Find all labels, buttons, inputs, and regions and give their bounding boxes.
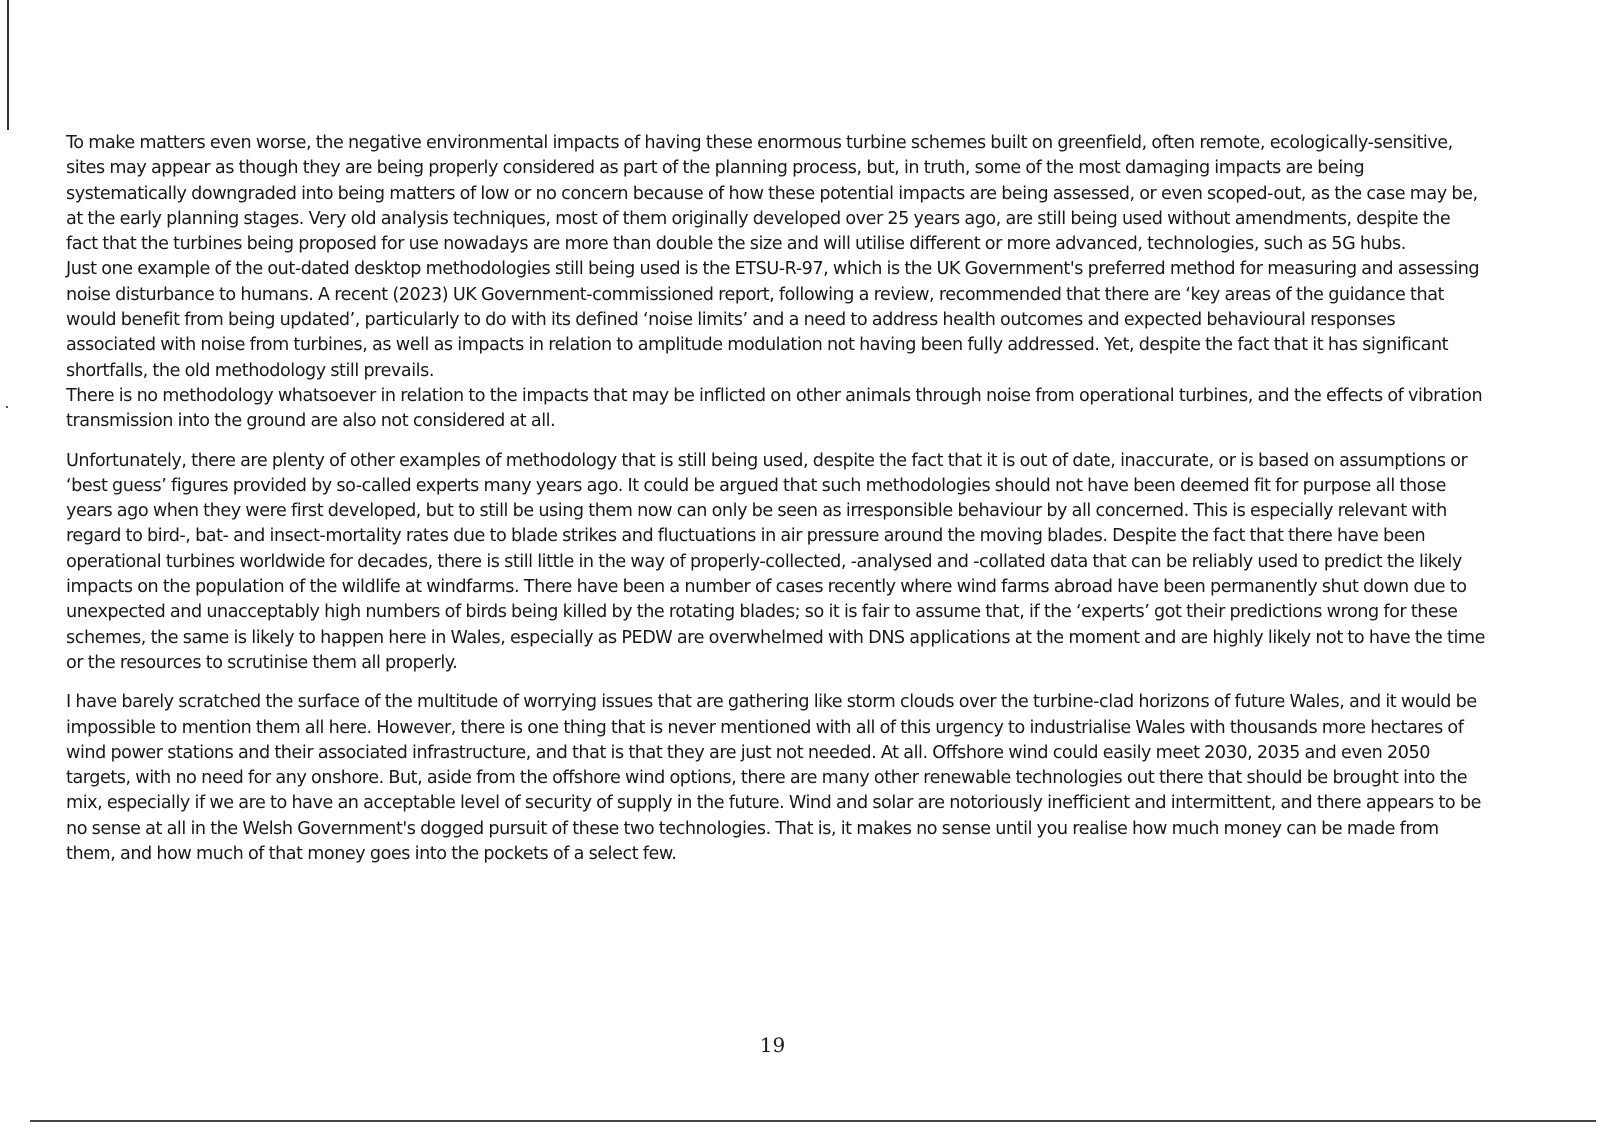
margin-mark (6, 406, 8, 408)
document-body (66, 131, 1486, 867)
paragraph-conclusion: I have barely scratched the surface of the multitude of worrying issues that are gathering like storm clouds over the turbine-clad horizons of future Wales, and it would be impossible to mention them all here. However, there is one thing that is never mentioned with all of this urgency to industrialise Wales with thousands more hectares of wind power stations and their associated infrastructure, and that is that they are just not needed. At all. Offshore wind could easily meet 2030, 2035 and even 2050 targets, with no need for any onshore. But, aside from the offshore wind options, there are many other renewable technologies out there that should be brought into the mix, especially if we are to have an acceptable level of security of supply in the future. Wind and solar are notoriously inefficient and intermittent, and there appears to be no sense at all in the Welsh Government's dogged pursuit of these two technologies. That is, it makes no sense until you realise how much money can be made from them, and how much of that money goes into the pockets of a select few. (66, 692, 1481, 865)
paragraph-gap (66, 676, 1486, 690)
paragraph-environmental-impacts: To make matters even worse, the negative environmental impacts of having these enormous turbine schemes built on greenfield, often remote, ecologically-sensitive, sites may appear as though they are being properly considered as part of the planning process, but, in truth, some of the most damaging impacts are being systematically downgraded into being matters of low or no concern because of how these potential impacts are being assessed, or even scoped-out, as the case may be, at the early planning stages. Very old analysis techniques, most of them originally developed over 25 years ago, are still being used without amendments, despite the fact that the turbines being proposed for use nowadays are more than double the size and will utilise different or more advanced, technologies, such as 5G hubs. (66, 133, 1478, 255)
paragraph-no-methodology: There is no methodology whatsoever in relation to the impacts that may be inflicted on other animals through noise from operational turbines, and the effects of vibration transmission into the ground are also not considered at all. (66, 385, 1483, 432)
page-number: 19 (759, 1033, 786, 1057)
paragraph-outdated-methodology: Unfortunately, there are plenty of other examples of methodology that is still being used, despite the fact that it is out of date, inaccurate, or is based on assumptions or ‘best guess’ figures provided by so-called experts many years ago. It could be argued that such methodologies should not have been deemed fit for purpose all those years ago when they were first developed, but to still be using them now can only be seen as irresponsible behaviour by all concerned. This is especially relevant with regard to bird-, bat- and insect-mortality rates due to blade strikes and fluctuations in air pressure around the moving blades. Despite the fact that there have been operational turbines worldwide for decades, there is still little in the way of properly-collected, -analysed and -collated data that can be reliably used to predict the likely impacts on the population of the wildlife at windfarms. There have been a number of cases recently where wind farms abroad have been permanently shut down due to unexpected and unacceptably high numbers of birds being killed by the rotating blades; so it is fair to assume that, if the ‘experts’ got their predictions wrong for these schemes, the same is likely to happen here in Wales, especially as PEDW are overwhelmed with DNS applications at the moment and are highly likely not to have the time or the resources to scrutinise them all properly. (66, 450, 1485, 673)
left-margin-rule (7, 0, 9, 130)
bottom-page-rule (30, 1120, 1596, 1122)
paragraph-etsu-r-97: Just one example of the out-dated desktop methodologies still being used is the ETSU-R-97, which is the UK Government's preferred method for measuring and assessing noise disturbance to humans. A recent (2023) UK Government-commissioned report, following a review, recommended that there are ‘key areas of the guidance that would benefit from being updated’, particularly to do with its defined ‘noise limits’ and a need to address health outcomes and expected behavioural responses associated with noise from turbines, as well as impacts in relation to amplitude modulation not having been fully addressed. Yet, despite the fact that it has significant shortfalls, the old methodology still prevails. (66, 259, 1480, 381)
paragraph-gap (66, 435, 1486, 449)
